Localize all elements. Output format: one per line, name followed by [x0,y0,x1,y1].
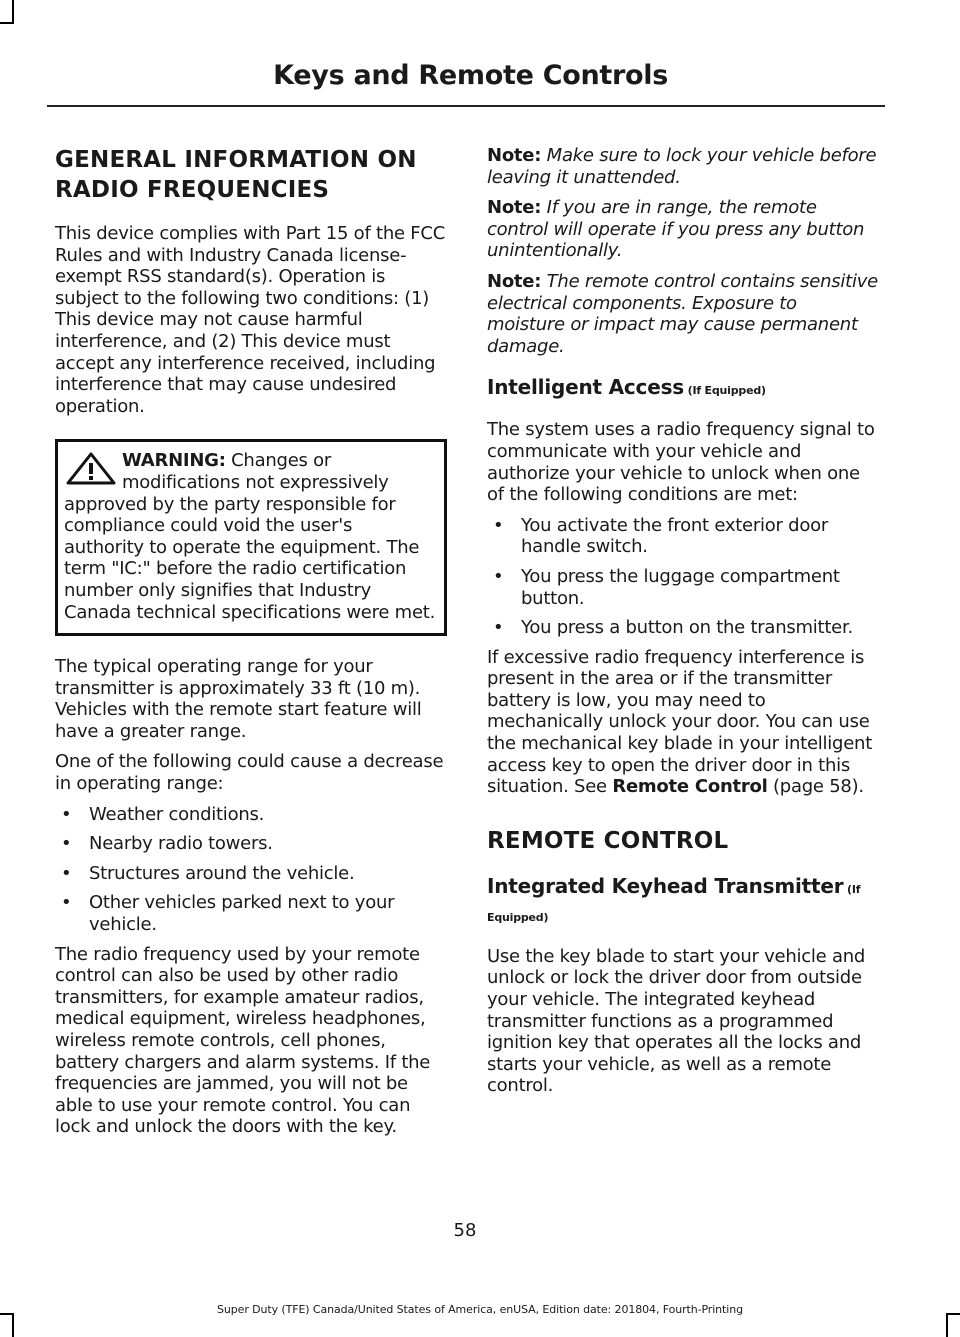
keyhead-transmitter-heading: Integrated Keyhead Transmitter (If Equipped) [487,873,861,924]
frequency-paragraph: The radio frequency used by your remote control can also be used by other radio transmitters, for example amateur radios, medical equipment, wireless headphones, wireless remote controls, cell phones, battery chargers and alarm systems. If the frequencies are jammed, you will not be able to use your remote control. You can lock and unlock the doors with the key. [55,943,431,1138]
note: Note: If you are in range, the remote control will operate if you press any button unintentionally. [487,197,865,262]
warning-text [64,450,436,623]
intelligent-access-heading: Intelligent Access (If Equipped) [487,375,766,400]
range-factors-list [55,804,447,936]
note: Note: The remote control contains sensitive electrical components. Exposure to moisture or impact may cause permanent damage. [487,270,878,357]
interference-paragraph: If excessive radio frequency interference is present in the area or if the transmitter battery is low, you may need to mechanically unlock your door. You can use the mechanical key blade in your intelligent access key to open the driver door in this situation. See Remote Control (page 58). [487,646,873,798]
warning-label: WARNING: [122,450,226,472]
section-heading-line1: GENERAL INFORMATION ON [55,147,417,173]
list-item: • Structures around the vehicle. [61,862,355,884]
warning-triangle-icon [64,450,118,486]
compliance-paragraph: This device complies with Part 15 of the FCC Rules and with Industry Canada license-exempt RSS standard(s). Operation is subject to the following two conditions: (1) This device may not cause harmful interference, and (2) This device must accept any interference received, including interference that may cause undesired operation. [55,223,446,417]
crop-mark [12,0,14,24]
list-item: • You press the luggage compartment button. [493,565,840,609]
list-item: • You activate the front exterior door handle switch. [493,514,829,558]
if-equipped-label: (If Equipped) [683,384,766,398]
warning-box [55,439,447,636]
range-decrease-paragraph: One of the following could cause a decrease in operating range: [55,751,444,795]
crop-mark [946,1313,948,1337]
bullet: • [493,617,504,639]
notes-block [487,145,879,357]
page-footer: Super Duty (TFE) Canada/United States of America, enUSA, Edition date: 201804, Fourth-Printing [217,1303,743,1316]
crop-mark [12,1313,14,1337]
section-heading-line2: RADIO FREQUENCIES [55,177,330,203]
keyhead-paragraph: Use the key blade to start your vehicle and unlock or lock the driver door from outside your vehicle. The integrated keyhead transmitter functions as a programmed ignition key that operates all the locks and starts your vehicle, as well as a remote control. [487,945,866,1097]
bullet: • [493,565,504,587]
bullet: • [61,803,72,825]
note: Note: Make sure to lock your vehicle before leaving it unattended. [487,145,877,188]
left-column [55,145,447,1147]
page-header-title: Keys and Remote Controls [273,60,668,91]
bullet: • [61,862,72,884]
list-item: • Other vehicles parked next to your vehicle. [61,892,395,936]
remote-control-heading: REMOTE CONTROL [487,827,729,854]
warning-body: Changes or modifications not expressively approved by the party responsible for compliance could void the user's authority to operate the equipment. The term "IC:" before the radio certification number only signifies that Industry Canada technical specifications were met. [64,450,436,623]
intelligent-access-paragraph: The system uses a radio frequency signal to communicate with your vehicle and authorize your vehicle to unlock when one of the following conditions are met: [487,419,875,506]
bullet: • [493,514,504,536]
remote-control-link[interactable]: Remote Control [612,776,768,798]
crop-mark [0,22,14,24]
list-item: • Weather conditions. [61,803,265,825]
range-paragraph: The typical operating range for your transmitter is approximately 33 ft (10 m). Vehicles with the remote start feature will have a greater range. [55,656,422,742]
conditions-list [487,515,879,639]
if-equipped-label: (If Equipped) [487,882,861,924]
section-heading [55,145,447,205]
page-number: 58 [453,1220,477,1241]
header-divider [47,105,885,107]
bullet: • [61,892,72,914]
bullet: • [61,833,72,855]
list-item: • You press a button on the transmitter. [493,617,853,639]
list-item: • Nearby radio towers. [61,833,273,855]
right-column [487,145,879,1106]
